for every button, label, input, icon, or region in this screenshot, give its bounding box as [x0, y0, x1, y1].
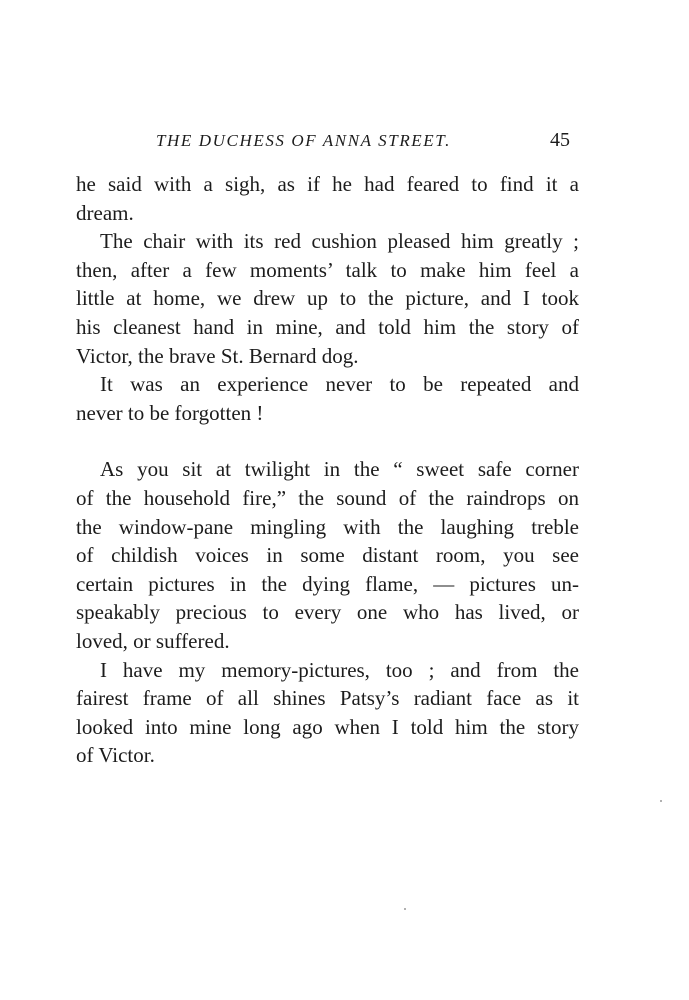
text-line: never to be forgotten !: [76, 400, 264, 425]
text-line: The chair with its red cushion pleased him greatly ;: [100, 229, 579, 254]
paper-speck: [404, 908, 406, 910]
text-line: certain pictures in the dying flame, — pictures un-: [76, 571, 579, 596]
paragraph: [76, 656, 579, 770]
paper-speck: [660, 800, 662, 802]
text-line: loved, or suffered.: [76, 628, 230, 653]
text-line: speakably precious to every one who has lived, or: [76, 600, 579, 625]
paragraph: [76, 227, 579, 370]
text-line: looked into mine long ago when I told him the story: [76, 714, 579, 739]
text-line: I have my memory-pictures, too ; and from the: [100, 657, 579, 682]
text-line: the window-pane mingling with the laughing treble: [76, 514, 579, 539]
text-line: As you sit at twilight in the “ sweet safe corner: [100, 457, 579, 482]
running-title: THE DUCHESS OF ANNA STREET.: [156, 131, 451, 150]
text-line: he said with a sigh, as if he had feared to find it a: [76, 172, 579, 196]
page-number: 45: [550, 129, 570, 151]
text-line: dream.: [76, 200, 134, 225]
text-line: then, after a few moments’ talk to make him feel a: [76, 257, 579, 282]
text-line: of the household fire,” the sound of the raindrops on: [76, 485, 579, 510]
running-header: [150, 131, 570, 157]
section-break: [76, 427, 579, 455]
text-line: little at home, we drew up to the picture, and I took: [76, 286, 579, 311]
text-line: Victor, the brave St. Bernard dog.: [76, 343, 359, 368]
paragraph: [76, 370, 579, 427]
text-line: his cleanest hand in mine, and told him the story of: [76, 314, 579, 339]
body-text: [76, 170, 579, 770]
text-line: It was an experience never to be repeated and: [100, 372, 579, 397]
text-line: of Victor.: [76, 743, 155, 768]
text-line: of childish voices in some distant room, you see: [76, 543, 579, 568]
text-line: fairest frame of all shines Patsy’s radiant face as it: [76, 686, 579, 711]
paragraph: [76, 455, 579, 655]
paragraph: [76, 170, 579, 227]
